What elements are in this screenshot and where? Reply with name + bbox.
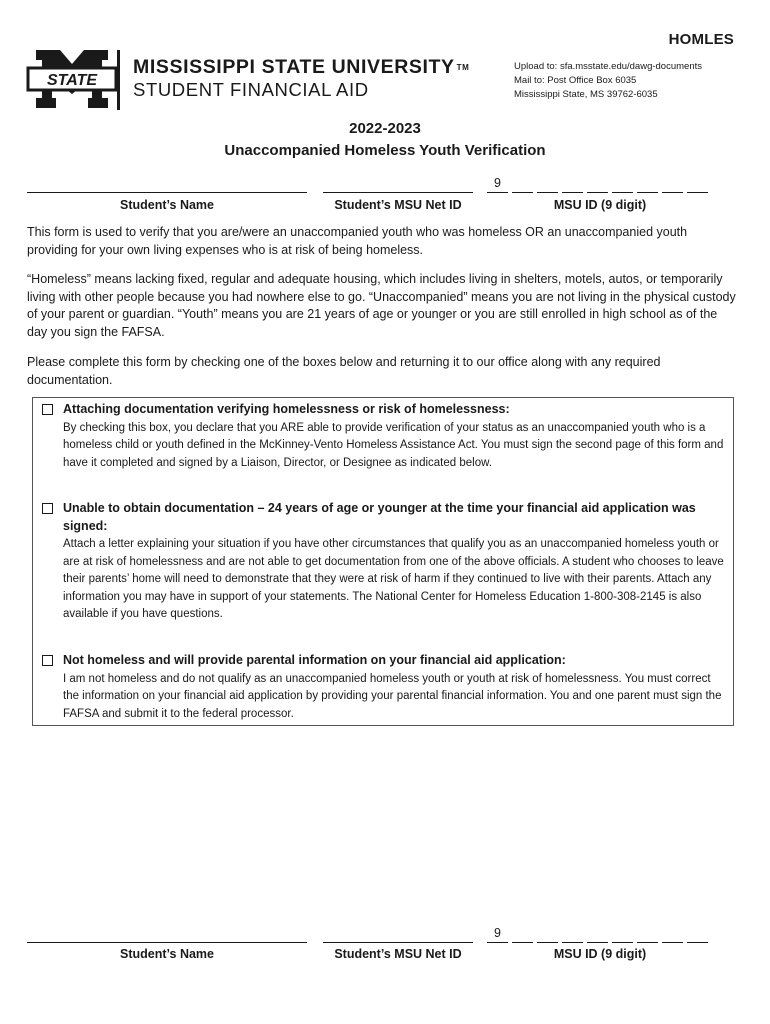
student-name-line-bottom[interactable] bbox=[27, 942, 307, 943]
university-name bbox=[133, 56, 469, 79]
digit-slot bbox=[687, 942, 708, 943]
digit-slot bbox=[562, 192, 583, 193]
digit-slot bbox=[512, 192, 533, 193]
student-name-label-top: Student’s Name bbox=[119, 198, 214, 212]
instructions-paragraph: Please complete this form by checking one of the boxes below and returning it to our office along with any required documentation. bbox=[27, 355, 661, 387]
digit-slot bbox=[637, 942, 658, 943]
student-name-label-bottom: Student’s Name bbox=[119, 947, 214, 961]
intro-paragraph: This form is used to verify that you are/were an unaccompanied youth who was homeless OR an unaccompanied youth providing for your own living expenses who is at risk of being homeless. bbox=[27, 225, 688, 257]
msu-id-digits-bottom[interactable] bbox=[485, 926, 715, 946]
digit-slot bbox=[612, 942, 633, 943]
msu-id-prefix: 9 bbox=[494, 926, 501, 940]
form-year: 2022-2023 bbox=[349, 120, 421, 137]
msu-m-emblem bbox=[28, 50, 116, 108]
msu-id-prefix: 9 bbox=[494, 176, 501, 190]
digit-slot bbox=[662, 942, 683, 943]
logo-divider bbox=[117, 50, 120, 110]
digit-slot bbox=[662, 192, 683, 193]
net-id-label-bottom: Student’s MSU Net ID bbox=[334, 947, 462, 961]
digit-slot bbox=[512, 942, 533, 943]
trademark: TM bbox=[456, 63, 470, 73]
page-title: Unaccompanied Homeless Youth Verification bbox=[224, 142, 546, 159]
digit-slot bbox=[587, 942, 608, 943]
digit-slot bbox=[537, 192, 558, 193]
mail-address: Mail to: Post Office Box 6035 bbox=[514, 75, 637, 86]
university-name-text: MISSISSIPPI STATE UNIVERSITY bbox=[133, 56, 455, 78]
digit-slot bbox=[537, 942, 558, 943]
msu-id-label-bottom: MSU ID (9 digit) bbox=[553, 947, 647, 961]
option-not-homeless-heading: Not homeless and will provide parental information on your financial aid application: bbox=[63, 653, 566, 667]
digit-slot bbox=[487, 192, 508, 193]
option-no-documentation-heading: Unable to obtain documentation – 24 years of age or younger at the time your financial aid application was signed: bbox=[63, 501, 696, 533]
options-box bbox=[32, 397, 734, 726]
option-not-homeless bbox=[41, 652, 725, 723]
digit-slot bbox=[562, 942, 583, 943]
checkbox-no-documentation[interactable] bbox=[42, 503, 53, 514]
checkbox-documentation[interactable] bbox=[42, 404, 53, 415]
definitions-paragraph: “Homeless” means lacking fixed, regular and adequate housing, which includes living in shelters, motels, autos, or temporarily living with other people because you had nowhere else to go. “Unaccompanied” means you are not living in the physical custody of your parent or guardian. “Youth” means you are 21 years of age or younger or you are still enrolled in high school as of the day you sign the FAFSA. bbox=[27, 272, 736, 339]
form-code: HOMLES bbox=[668, 31, 734, 48]
department-name: STUDENT FINANCIAL AID bbox=[133, 79, 369, 100]
student-name-line-top[interactable] bbox=[27, 192, 307, 193]
contact-info bbox=[514, 60, 702, 102]
option-documentation bbox=[41, 401, 725, 472]
net-id-line-bottom[interactable] bbox=[323, 942, 473, 943]
option-no-documentation-body: Attach a letter explaining your situation if you have other circumstances that qualify you as an unaccompanied homeless youth or are at risk of homelessness and are not able to get documentation from one of the above officials. A student who chooses to leave their parents’ home will need to demonstrate that they were at risk of harm if they continued to live with their parents. Attach any information you may have in support of your statements. The National Center for Homeless Education 1-800-308-2145 is also available if you have questions. bbox=[63, 538, 724, 620]
digit-slot bbox=[612, 192, 633, 193]
net-id-line-top[interactable] bbox=[323, 192, 473, 193]
option-not-homeless-body: I am not homeless and do not qualify as an unaccompanied homeless youth or youth at risk of homelessness. You must correct the information on your financial aid application by providing your parental financial information. You and one parent must sign the FAFSA and submit it to the federal processor. bbox=[63, 672, 722, 720]
option-no-documentation bbox=[41, 500, 725, 624]
upload-address: Upload to: sfa.msstate.edu/dawg-documents bbox=[514, 61, 702, 72]
msu-id-digits-top[interactable] bbox=[485, 176, 715, 196]
msu-id-label-top: MSU ID (9 digit) bbox=[553, 198, 647, 212]
checkbox-not-homeless[interactable] bbox=[42, 655, 53, 666]
city-address: Mississippi State, MS 39762-6035 bbox=[514, 89, 658, 100]
option-documentation-heading: Attaching documentation verifying homelessness or risk of homelessness: bbox=[63, 402, 510, 416]
logo-state-text: STATE bbox=[46, 72, 98, 89]
digit-slot bbox=[687, 192, 708, 193]
digit-slot bbox=[587, 192, 608, 193]
digit-slot bbox=[487, 942, 508, 943]
option-documentation-body: By checking this box, you declare that you ARE able to provide verification of your status as an unaccompanied youth who is a homeless child or youth defined in the McKinney-Vento Homeless Assistance Act. You must sign the second page of this form and have it completed and signed by a Liaison, Director, or Designee as indicated below. bbox=[63, 421, 724, 469]
digit-slot bbox=[637, 192, 658, 193]
net-id-label-top: Student’s MSU Net ID bbox=[334, 198, 462, 212]
